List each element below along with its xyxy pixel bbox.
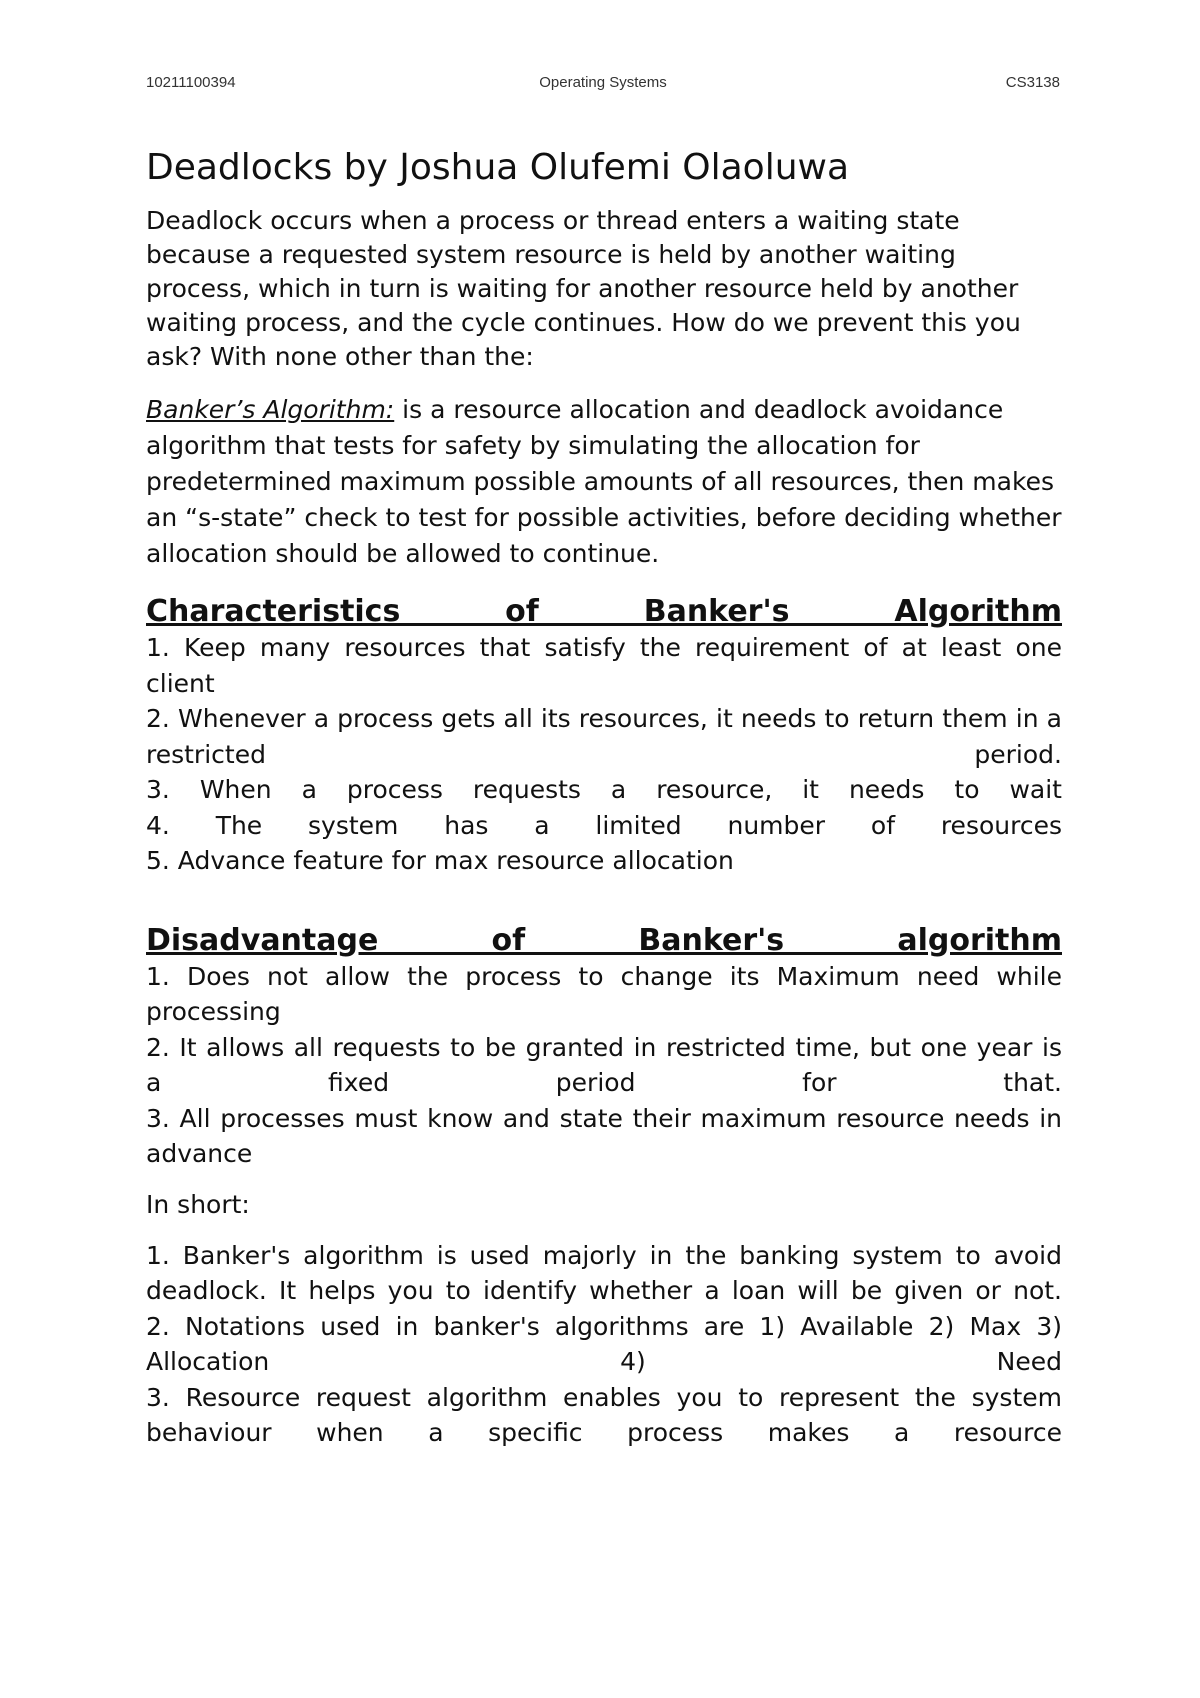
bankers-definition <box>146 392 1062 572</box>
list-item: 1. Banker's algorithm is used majorly in the banking system to avoid deadlock. It helps you to identify whether a loan will be given or not. <box>146 1240 1062 1305</box>
list-item: 3. All processes must know and state their maximum resource needs in advance <box>146 1103 1062 1168</box>
list-item: 4. The system has a limited number of resources <box>146 810 1062 840</box>
document-body <box>146 146 1062 1451</box>
disadvantages-heading: Disadvantage of Banker's algorithm <box>146 922 1062 958</box>
list-item: 2. Notations used in banker's algorithms are 1) Available 2) Max 3) Allocation 4) Need <box>146 1311 1062 1376</box>
bankers-term: Banker’s Algorithm: <box>146 395 395 424</box>
page-header <box>146 74 1060 98</box>
list-item: 3. Resource request algorithm enables you to represent the system behaviour when a specific process makes a resource <box>146 1382 1062 1447</box>
disadvantages-list <box>146 959 1062 1172</box>
intro-paragraph: Deadlock occurs when a process or thread enters a waiting state because a requested system resource is held by another waiting process, which in turn is waiting for another resource held by another waiting process, and the cycle continues. How do we prevent this you ask? With none other than the: <box>146 206 1021 371</box>
characteristics-heading: Characteristics of Banker's Algorithm <box>146 594 1062 629</box>
list-item: 2. It allows all requests to be granted in restricted time, but one year is a fixed period for that. <box>146 1032 1062 1097</box>
list-item: 2. Whenever a process gets all its resources, it needs to return them in a restricted period. <box>146 704 1062 769</box>
list-item: 1. Does not allow the process to change its Maximum need while processing <box>146 961 1062 1026</box>
in-short-list <box>146 1238 1062 1451</box>
header-course-name: Operating Systems <box>539 74 667 91</box>
list-item: 1. Keep many resources that satisfy the requirement of at least one client <box>146 633 1062 698</box>
list-item: 5. Advance feature for max resource allocation <box>146 846 734 875</box>
header-student-id: 10211100394 <box>146 74 236 91</box>
characteristics-list <box>146 630 1062 879</box>
in-short-label: In short: <box>146 1189 250 1219</box>
header-course-code: CS3138 <box>1005 74 1060 91</box>
list-item: 3. When a process requests a resource, it needs to wait <box>146 775 1062 804</box>
bankers-definition-text: is a resource allocation and deadlock avoidance algorithm that tests for safety by simulating the allocation for predetermined maximum possible amounts of all resources, then makes an “s-state” check to test for possible activities, before deciding whether allocation should be allowed to continue. <box>146 395 1062 568</box>
document-title: Deadlocks by Joshua Olufemi Olaoluwa <box>146 147 850 188</box>
